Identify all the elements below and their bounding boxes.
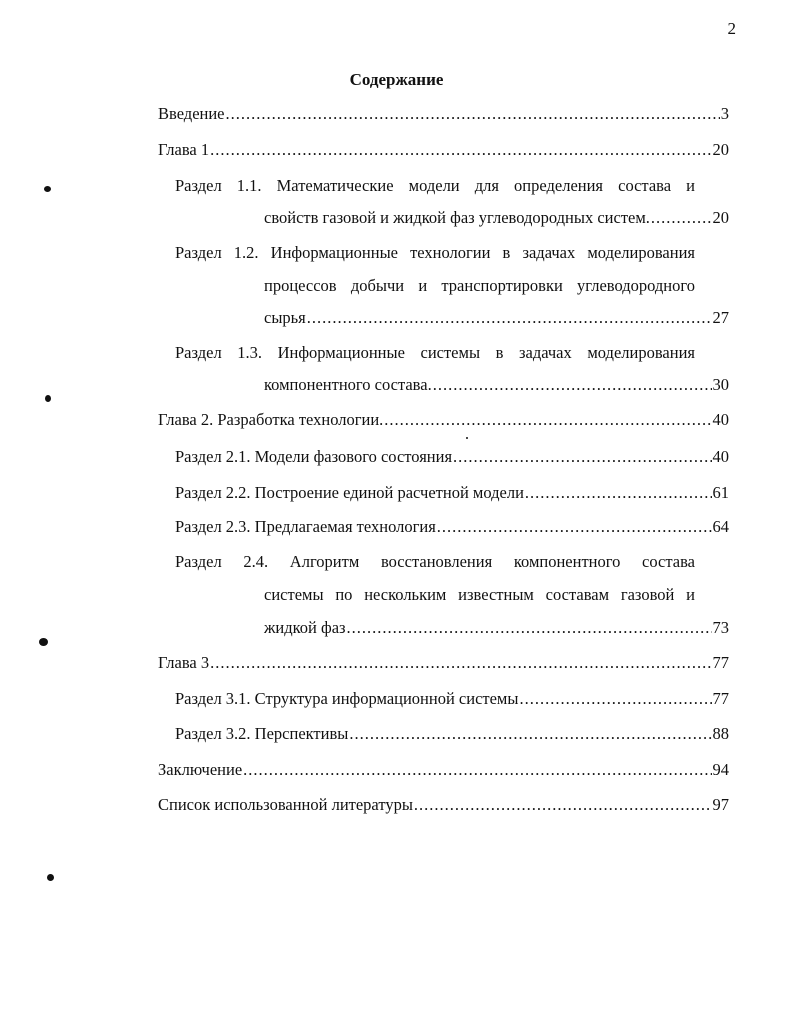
leader-dots [307,308,712,328]
leader-dots [384,410,711,430]
toc-page: 27 [712,308,729,327]
leader-dots [433,375,712,395]
toc-label: Глава 2. Разработка технологии. [158,410,384,429]
toc-page: 3 [720,104,729,123]
toc-label: Глава 1 [158,140,210,159]
toc-page: 20 [712,140,729,159]
toc-entry-1-3-line2[interactable] [264,375,729,395]
toc-label: Заключение [158,760,243,779]
toc-label: свойств газовой и жидкой фаз углеводородных систем. [264,208,650,227]
toc-page: 61 [712,483,729,502]
leader-dots [519,689,711,709]
leader-dots [226,104,720,124]
toc-page: 77 [712,689,729,708]
toc-entry-chapter-3[interactable] [158,653,729,673]
toc-entry-1-3-line1[interactable]: Раздел 1.3. Информационные системы в задачах моделирования [175,343,695,362]
toc-entry-chapter-1[interactable] [158,140,729,160]
toc-page: 40 [712,410,729,429]
toc-entry-1-1-line2[interactable] [264,208,729,228]
toc-page: 73 [712,618,729,637]
leader-dots [437,517,712,537]
scan-speck [44,186,51,192]
toc-page: 64 [712,517,729,536]
toc-entry-2-4-line3[interactable] [264,618,729,638]
toc-label: Раздел 3.1. Структура информационной системы [175,689,519,708]
toc-entry-1-2-line3[interactable] [264,308,729,328]
toc-entry-2-3[interactable] [175,517,729,537]
toc-entry-2-2[interactable] [175,483,729,503]
leader-dots [651,208,712,228]
leader-dots [453,447,711,467]
toc-label: Список использованной литературы [158,795,413,814]
toc-page: 40 [712,447,729,466]
toc-entry-chapter-2[interactable] [158,410,729,430]
toc-entry-references[interactable] [158,795,729,815]
toc-page: 88 [712,724,729,743]
leader-dots [347,618,712,638]
toc-entry-intro[interactable] [158,104,729,124]
leader-dots [210,653,711,673]
toc-page: 97 [712,795,729,814]
toc-label: Раздел 2.1. Модели фазового состояния [175,447,453,466]
toc-page: 30 [712,375,729,394]
toc-label: жидкой фаз [264,618,346,637]
page-number: 2 [727,19,736,38]
toc-entry-1-2-line1[interactable]: Раздел 1.2. Информационные технологии в задачах моделирования [175,243,695,262]
toc-entry-1-2-line2[interactable]: процессов добычи и транспортировки углеводородного [264,276,695,295]
leader-dots [243,760,711,780]
toc-entry-conclusion[interactable] [158,760,729,780]
toc-entry-1-1-line1[interactable]: Раздел 1.1. Математические модели для определения состава и [175,176,695,195]
toc-entry-2-1[interactable] [175,447,729,467]
toc-label: Раздел 2.3. Предлагаемая технология [175,517,436,536]
toc-label: сырья [264,308,306,327]
toc-label: Раздел 2.2. Построение единой расчетной модели [175,483,524,502]
toc-label: компонентного состава. [264,375,432,394]
page-title: Содержание [349,70,444,89]
scan-speck [466,437,468,439]
toc-label: Глава 3 [158,653,210,672]
toc-label: Раздел 3.2. Перспективы [175,724,349,743]
toc-entry-3-2[interactable] [175,724,729,744]
scan-speck [45,395,51,402]
leader-dots [414,795,712,815]
leader-dots [349,724,711,744]
toc-entry-2-4-line2[interactable]: системы по нескольким известным составам газовой и [264,585,695,604]
toc-entry-3-1[interactable] [175,689,729,709]
scan-speck [39,638,48,646]
leader-dots [210,140,711,160]
toc-page: 94 [712,760,729,779]
toc-entry-2-4-line1[interactable]: Раздел 2.4. Алгоритм восстановления компонентного состава [175,552,695,571]
toc-label: Введение [158,104,225,123]
scan-speck [47,874,54,881]
toc-page: 20 [712,208,729,227]
leader-dots [525,483,712,503]
toc-page: 77 [712,653,729,672]
